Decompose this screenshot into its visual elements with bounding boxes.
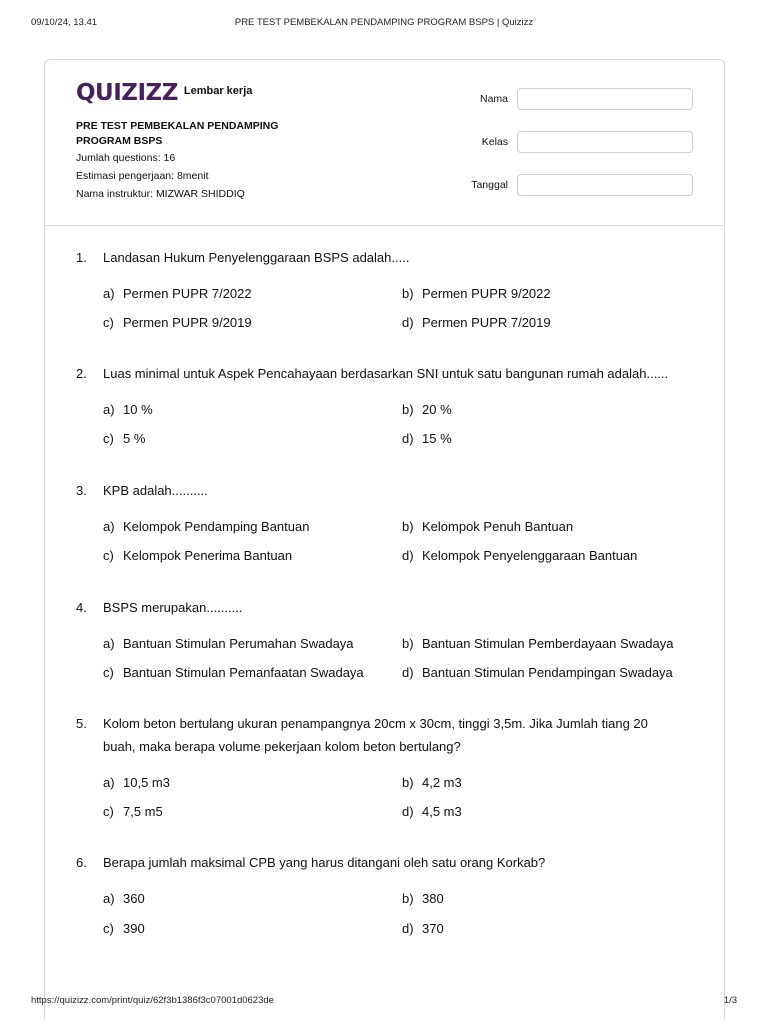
option-b [402,519,573,534]
option-key: c) [103,921,114,936]
option-text: 370 [422,921,444,936]
option-b [402,286,551,301]
option-text: Kelompok Pendamping Bantuan [123,519,310,534]
logo-wordmark: QUIZIZZ [76,79,178,106]
option-key: d) [402,431,414,446]
question-number: 3. [76,483,87,498]
option-key: d) [402,804,414,819]
option-text: Kelompok Penuh Bantuan [422,519,574,534]
option-key: d) [402,665,414,680]
option-text: Bantuan Stimulan Pemanfaatan Swadaya [123,665,364,680]
option-c [103,431,145,446]
questions-count: Jumlah questions: 16 [76,152,176,164]
option-d [402,431,452,446]
option-key: c) [103,315,114,330]
option-a [103,519,309,534]
option-key: c) [103,548,114,563]
option-text: Bantuan Stimulan Perumahan Swadaya [123,636,354,651]
class-field[interactable] [517,131,693,153]
option-b [402,636,674,651]
option-text: Kelompok Penerima Bantuan [123,548,293,563]
option-d [402,665,673,680]
question-text: BSPS merupakan.......... [103,600,243,615]
question-number: 5. [76,716,87,731]
option-text: 4,5 m3 [422,804,462,819]
option-key: a) [103,636,115,651]
option-b [402,402,452,417]
print-footer [31,995,737,1009]
option-d [402,804,462,819]
option-text: 20 % [422,402,452,417]
question-number: 6. [76,855,87,870]
option-c [103,548,292,563]
option-b [402,891,444,906]
option-d [402,921,444,936]
option-d [402,548,637,563]
option-key: b) [402,891,414,906]
option-d [402,315,551,330]
quiz-title: PRE TEST PEMBEKALAN PENDAMPING PROGRAM BSPS [76,120,279,147]
worksheet [44,59,725,1019]
option-key: b) [402,636,414,651]
question-number: 4. [76,600,87,615]
option-text: 10 % [123,402,153,417]
option-text: Bantuan Stimulan Pendampingan Swadaya [422,665,673,680]
option-text: Permen PUPR 9/2019 [123,315,252,330]
option-a [103,775,170,790]
option-key: a) [103,286,115,301]
logo-subtitle: Lembar kerja [183,85,253,97]
option-key: b) [402,286,414,301]
option-key: a) [103,775,115,790]
option-b [402,775,462,790]
option-c [103,921,145,936]
option-a [103,286,252,301]
option-key: c) [103,804,114,819]
print-page-title: PRE TEST PEMBEKALAN PENDAMPING PROGRAM BSPS | Quizizz [234,17,534,28]
time-estimate: Estimasi pengerjaan: 8menit [76,170,209,182]
option-key: c) [103,665,114,680]
option-key: d) [402,548,414,563]
option-key: b) [402,402,414,417]
option-text: Permen PUPR 7/2022 [123,286,252,301]
question-number: 1. [76,250,87,265]
question-text: Kolom beton bertulang ukuran penampangnya 20cm x 30cm, tinggi 3,5m. Jika Jumlah tiang 20 buah, maka berapa volume pekerjaan kolom beton bertulang? [103,716,648,754]
print-url: https://quizizz.com/print/quiz/62f3b1386f3c07001d0623de [31,995,274,1006]
option-key: a) [103,519,115,534]
date-label: Tanggal [471,179,508,191]
option-a [103,891,145,906]
option-c [103,665,364,680]
print-date: 09/10/24, 13.41 [31,17,98,28]
print-header [31,17,737,31]
question-text: Landasan Hukum Penyelenggaraan BSPS adalah..... [103,250,410,265]
question-number: 2. [76,366,87,381]
option-text: 7,5 m5 [123,804,163,819]
option-c [103,804,163,819]
name-label: Nama [479,93,508,105]
option-text: 10,5 m3 [123,775,170,790]
page-number: 1/3 [723,995,737,1006]
option-text: Permen PUPR 9/2022 [422,286,551,301]
option-key: c) [103,431,114,446]
option-text: 360 [123,891,145,906]
name-field[interactable] [517,88,693,110]
option-text: 4,2 m3 [422,775,462,790]
option-key: b) [402,519,414,534]
option-a [103,402,153,417]
option-text: Kelompok Penyelenggaraan Bantuan [422,548,638,563]
option-text: 5 % [123,431,146,446]
option-text: 380 [422,891,444,906]
option-text: 15 % [422,431,452,446]
option-key: b) [402,775,414,790]
date-field[interactable] [517,174,693,196]
quizizz-logo [76,79,252,107]
option-text: Permen PUPR 7/2019 [422,315,551,330]
class-label: Kelas [481,136,508,148]
option-key: d) [402,921,414,936]
option-key: a) [103,891,115,906]
option-text: 390 [123,921,145,936]
worksheet-header [45,60,724,226]
option-key: d) [402,315,414,330]
instructor-name: Nama instruktur: MIZWAR SHIDDIQ [76,188,245,200]
question-text: Luas minimal untuk Aspek Pencahayaan berdasarkan SNI untuk satu bangunan rumah adalah...... [103,366,669,381]
option-a [103,636,354,651]
option-key: a) [103,402,115,417]
option-text: Bantuan Stimulan Pemberdayaan Swadaya [422,636,674,651]
question-text: Berapa jumlah maksimal CPB yang harus ditangani oleh satu orang Korkab? [103,855,546,870]
question-text: KPB adalah.......... [103,483,208,498]
option-c [103,315,252,330]
